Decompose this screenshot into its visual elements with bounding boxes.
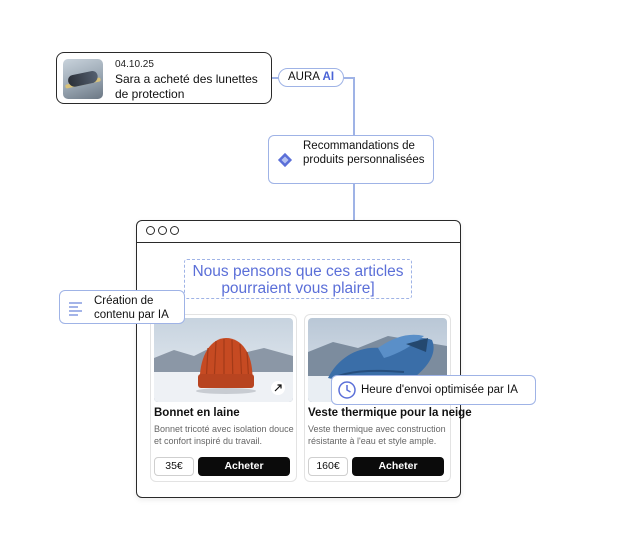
text-caret: ] xyxy=(370,280,375,297)
product-description: Veste thermique avec construction résistante à l'eau et style ample. xyxy=(308,424,446,446)
beanie-image[interactable] xyxy=(154,318,293,402)
connector-aura-reco xyxy=(353,77,355,135)
content-creation-tag xyxy=(59,290,185,324)
connector-reco-browser xyxy=(353,184,355,220)
aura-brand: AURA xyxy=(287,71,320,83)
goggles-thumbnail xyxy=(63,59,103,99)
window-dot-2[interactable] xyxy=(158,226,167,235)
send-time-label: Heure d'envoi optimisée par IA xyxy=(361,384,518,396)
headline-text: Nous pensons que ces articles pourraient vous plaire xyxy=(192,263,404,297)
window-dot-1[interactable] xyxy=(146,226,155,235)
browser-titlebar xyxy=(137,221,460,243)
notification-date: 04.10.25 xyxy=(115,59,154,70)
recommendations-card xyxy=(268,135,434,184)
product-price: 35€ xyxy=(154,457,194,476)
product-description: Bonnet tricoté avec isolation douce et confort inspiré du travail. xyxy=(154,424,294,446)
window-dot-3[interactable] xyxy=(170,226,179,235)
diamond-icon xyxy=(277,152,293,168)
notification-message: Sara a acheté des lunettes de protection xyxy=(115,72,258,101)
text-lines-icon xyxy=(67,299,85,317)
product-card[interactable] xyxy=(150,314,297,482)
content-creation-label: Création de contenu par IA xyxy=(94,295,169,321)
send-time-tag xyxy=(331,375,536,405)
product-name: Veste thermique pour la neige xyxy=(308,407,472,419)
clock-icon xyxy=(337,380,357,400)
product-price: 160€ xyxy=(308,457,348,476)
product-name: Bonnet en laine xyxy=(154,407,240,419)
headline-box xyxy=(184,259,412,299)
buy-button[interactable]: Acheter xyxy=(352,457,444,476)
aura-ai-label: AI xyxy=(322,71,335,83)
recommendations-label: Recommandations de produits personnalisées xyxy=(303,140,425,166)
aura-ai-badge xyxy=(278,68,344,87)
buy-button[interactable]: Acheter xyxy=(198,457,290,476)
purchase-notification xyxy=(56,52,272,104)
